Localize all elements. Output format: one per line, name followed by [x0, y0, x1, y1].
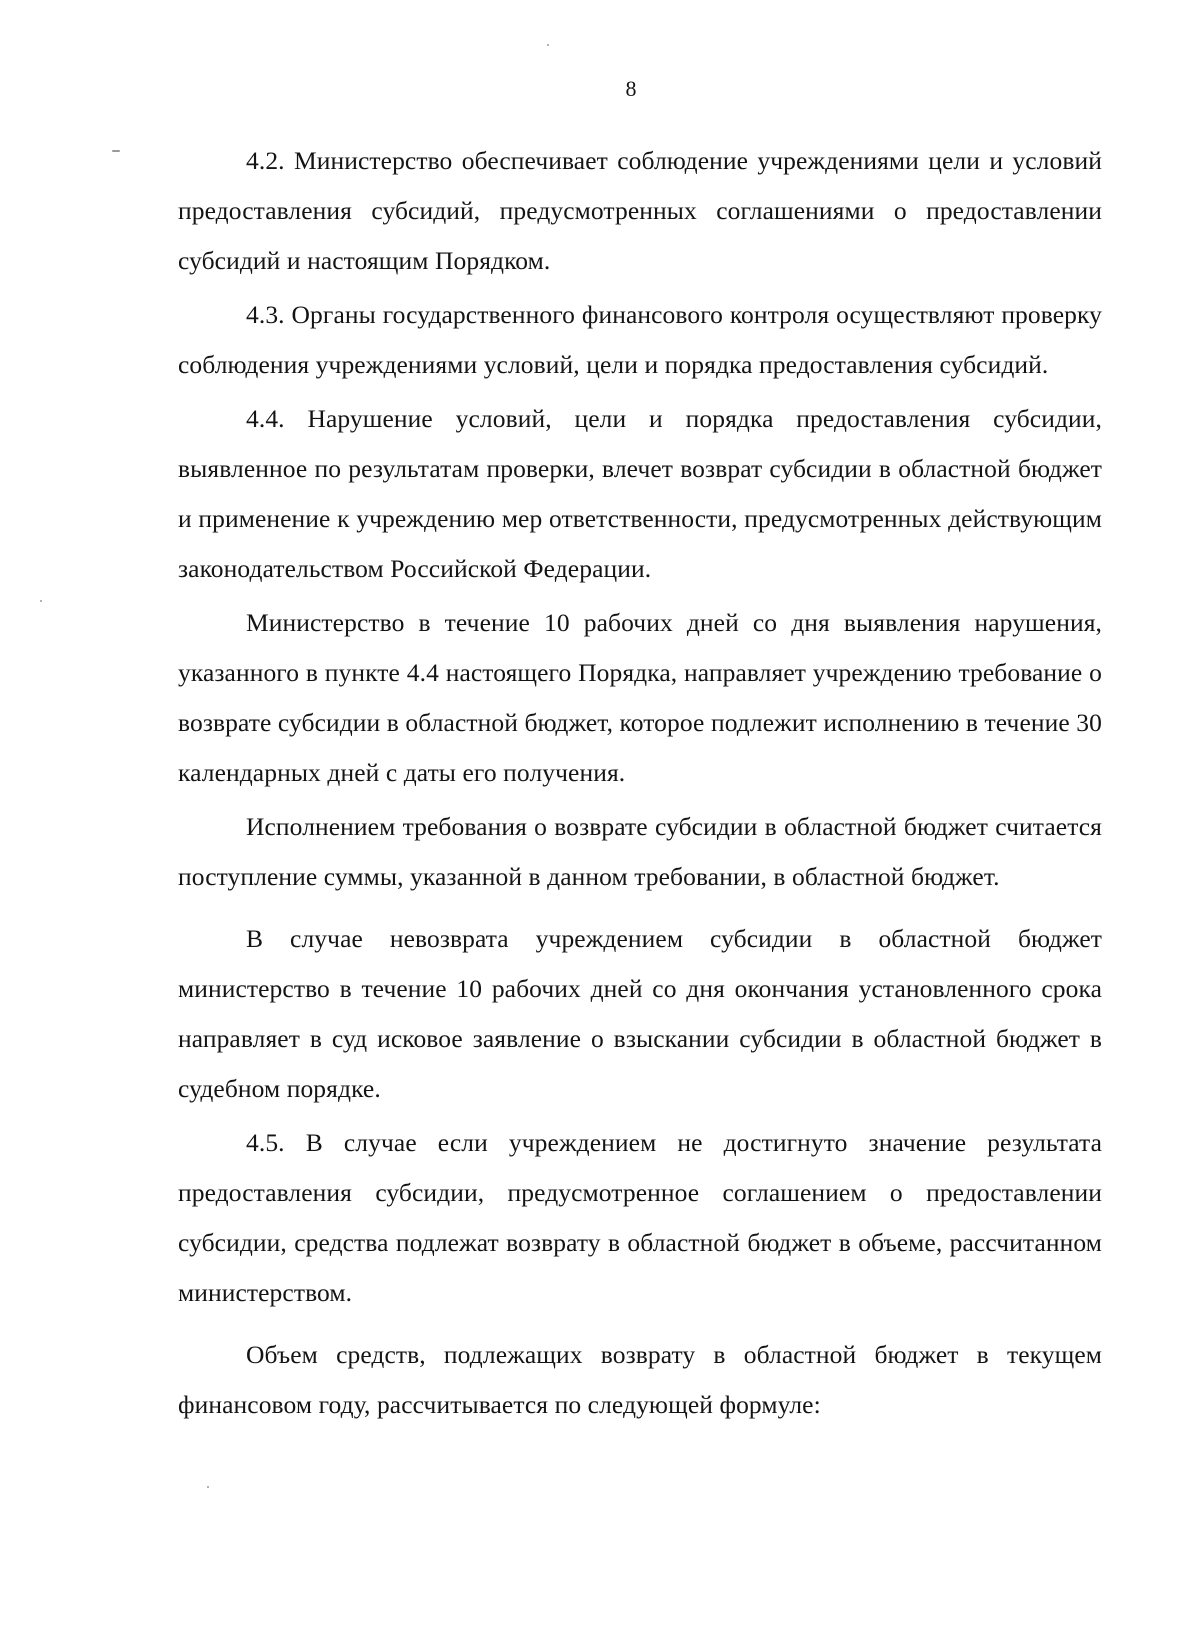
- page-number: 8: [625, 76, 637, 101]
- scan-speck: [547, 44, 549, 46]
- document-body: [178, 136, 1102, 1430]
- paragraph-4-2: 4.2. Министерство обеспечивает соблюдение учреждениями цели и условий предоставления субсидий, предусмотренных соглашениями о предоставлении субсидий и настоящим Порядком.: [178, 146, 1102, 275]
- paragraph-4-3: 4.3. Органы государственного финансового контроля осуществляют проверку соблюдения учреждениями условий, цели и порядка предоставления субсидий.: [178, 300, 1102, 379]
- scan-speck: [207, 1486, 209, 1488]
- paragraph-court-claim: В случае невозврата учреждением субсидии в областной бюджет министерство в течение 10 рабочих дней со дня окончания установленного срока направляет в суд исковое заявление о взыскании субсидии в областной бюджет в судебном порядке.: [178, 924, 1102, 1103]
- paragraph-return-demand: Министерство в течение 10 рабочих дней со дня выявления нарушения, указанного в пункте 4.4 настоящего Порядка, направляет учреждению требование о возврате субсидии в областной бюджет, которое подлежит исполнению в течение 30 календарных дней с даты его получения.: [178, 608, 1102, 787]
- scan-speck: [40, 600, 42, 602]
- scan-speck: [112, 150, 120, 152]
- paragraph-formula-intro: Объем средств, подлежащих возврату в областной бюджет в текущем финансовом году, рассчитывается по следующей формуле:: [178, 1340, 1102, 1419]
- paragraph-demand-fulfilment: Исполнением требования о возврате субсидии в областной бюджет считается поступление суммы, указанной в данном требовании, в областной бюджет.: [178, 812, 1102, 891]
- paragraph-4-5: 4.5. В случае если учреждением не достигнуто значение результата предоставления субсидии, предусмотренное соглашением о предоставлении субсидии, средства подлежат возврату в областной бюджет в объеме, рассчитанном министерством.: [178, 1128, 1102, 1307]
- paragraph-4-4: 4.4. Нарушение условий, цели и порядка предоставления субсидии, выявленное по результатам проверки, влечет возврат субсидии в областной бюджет и применение к учреждению мер ответственности, предусмотренных действующим законодательством Российской Федерации.: [178, 404, 1102, 583]
